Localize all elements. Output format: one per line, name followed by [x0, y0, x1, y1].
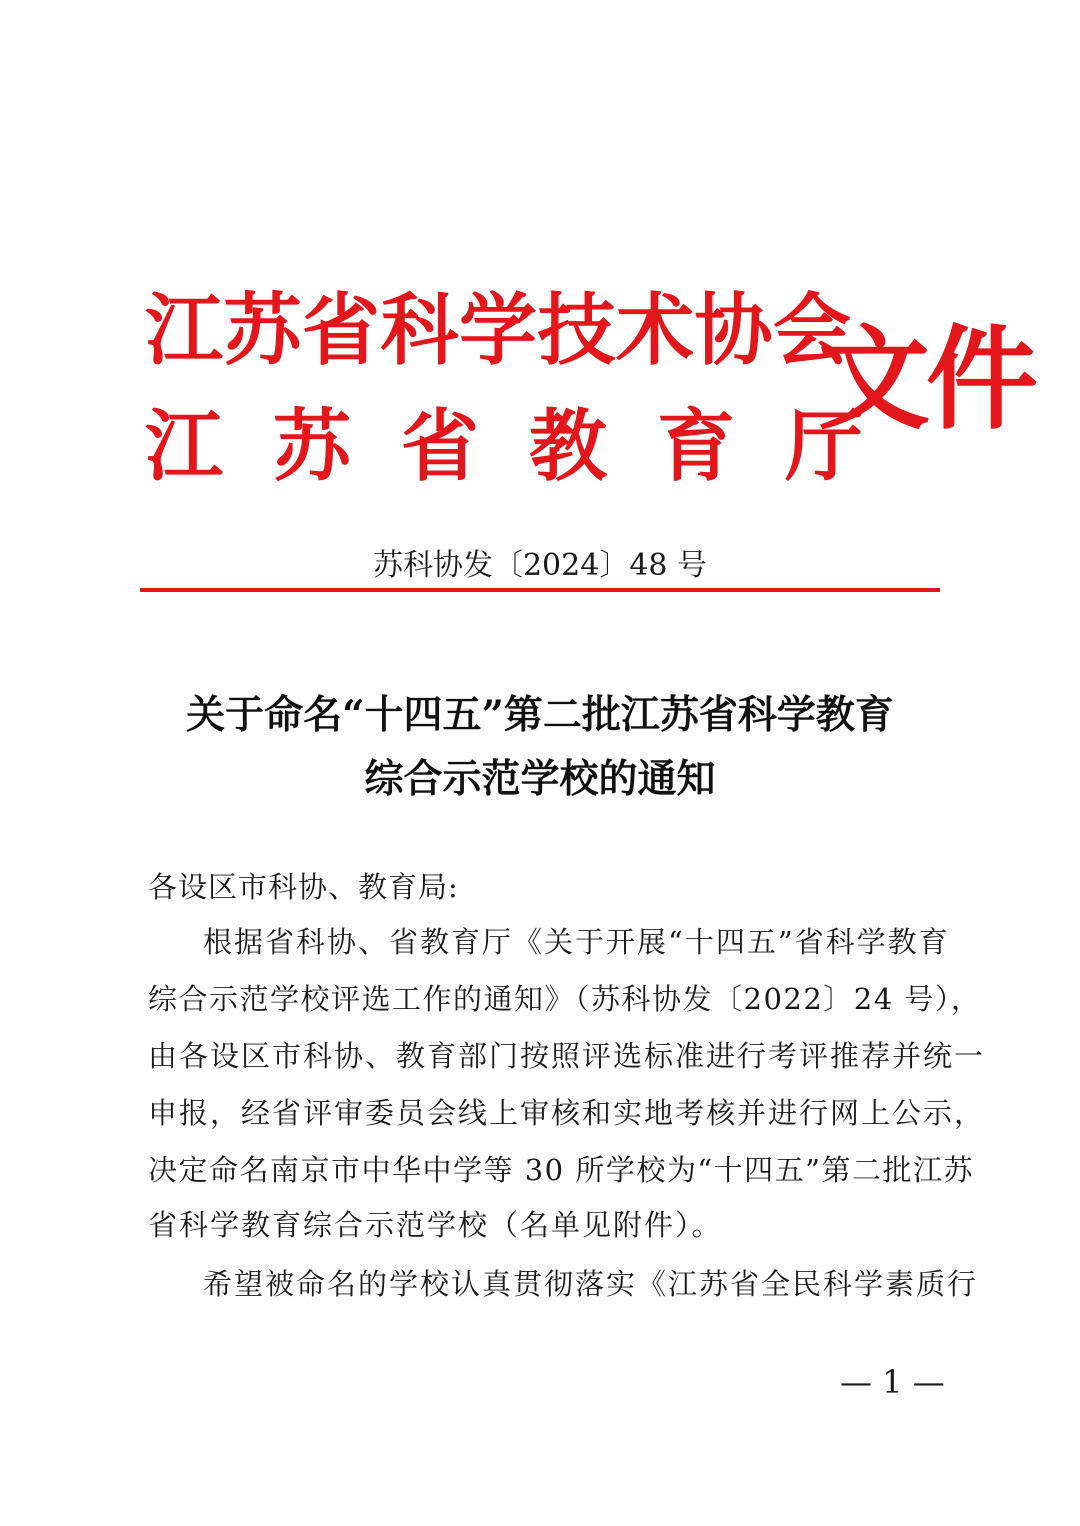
- document-type-label: 文件: [818, 314, 1034, 445]
- document-title-line2: 综合示范学校的通知: [364, 756, 716, 802]
- document-title-line1: 关于命名“十四五”第二批江苏省科学教育: [186, 692, 894, 738]
- issuer-name-line1: 江苏省科学技术协会: [145, 285, 852, 376]
- paragraph-line: 希望被命名的学校认真贯彻落实《江苏省全民科学素质行: [203, 1267, 979, 1301]
- paragraph-line: 综合示范学校评选工作的通知》（苏科协发〔2022〕24 号），: [148, 982, 982, 1016]
- paragraph-line: 根据省科协、省教育厅《关于开展“十四五”省科学教育: [203, 925, 950, 959]
- red-divider-line: [140, 588, 940, 592]
- paragraph-line: 决定命名南京市中华中学等 30 所学校为“十四五”第二批江苏: [148, 1153, 974, 1187]
- issuer-name-line2: 江苏省教育厅: [145, 401, 914, 492]
- salutation: 各设区市科协、教育局:: [148, 870, 459, 904]
- page-number: — 1 —: [840, 1363, 945, 1401]
- paragraph-line: 省科学教育综合示范学校（名单见附件）。: [148, 1208, 723, 1242]
- paragraph-line: 申报，经省评审委员会线上审核和实地考核并进行网上公示，: [148, 1096, 986, 1130]
- paragraph-line: 由各设区市科协、教育部门按照评选标准进行考评推荐并统一: [148, 1039, 986, 1073]
- document-number: 苏科协发〔2024〕48 号: [372, 548, 708, 583]
